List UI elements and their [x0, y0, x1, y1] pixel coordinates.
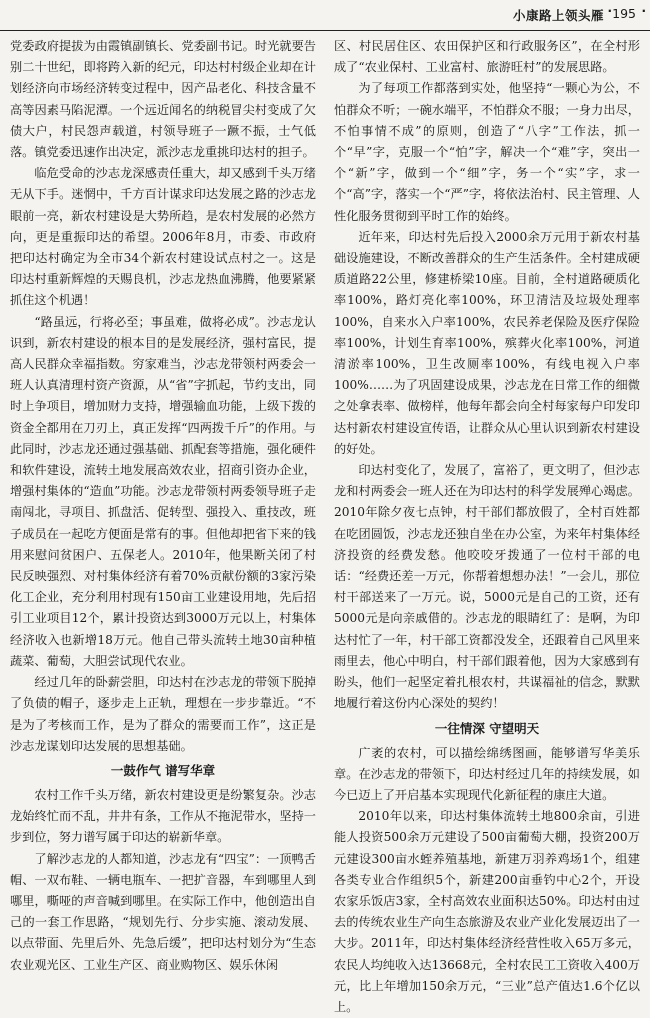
section-heading: 一鼓作气 谱写华章	[110, 762, 216, 778]
paragraph: 经过几年的卧薪尝胆，印达村在沙志龙的带领下脱掉了负债的帽子，逐步走上正轨，理想在一步步靠近。“不是为了考核而工作，是为了群众的需要而工作”，这正是沙志龙谋划印达发展的思想基础。	[10, 675, 316, 753]
paragraph: 2010年以来，印达村集体流转土地800余亩，引进能人投资500余万元建设了500亩葡萄大棚，投资200万元建设300亩水蛭养殖基地，新建万羽养鸡场1个，组建各类专业合作组织5个，新建200亩垂钓中心2个，开设农家乐饭店3家，全村高效农业面积达50%。印达村由过去的传统农业生产向生态旅游及农业产业化发展迈出了一大步。2011年，印达村集体经济经营性收入65万多元，农民人均纯收入达13668元，全村农民工工资收入400万元，比上年增加150余万元，“三业”总产值达1.6个亿以上。	[334, 809, 640, 1014]
page-number: 195	[612, 6, 636, 21]
running-title: 小康路上领头雁	[512, 8, 604, 23]
paragraph: 了解沙志龙的人都知道，沙志龙有“四宝”：一顶鸭舌帽、一双布鞋、一辆电瓶车、一把扩音器，车到哪里人到哪里，嘶哑的声音喊到哪里。在实际工作中，他创造出自己的一套工作思路，“规划先行、分步实施、滚动发展、以点带面、先里后外、先急后缓”，把印达村划分为“生态农业观光区、工业生产区、商业购物区、娱乐休闲	[10, 851, 316, 972]
page-header	[0, 0, 650, 31]
paragraph: 印达村变化了，发展了，富裕了，更文明了，但沙志龙和村两委会一班人还在为印达村的科学发展殚心竭虑。2010年除夕夜七点钟，村干部们都放假了，全村百姓都在吃团圆饭，沙志龙还独自坐在办公室，为来年村集体经济投资的经费发愁。他咬咬牙拨通了一位村干部的电话：“经费还差一万元，你帮着想想办法！”一会儿，那位村干部送来了一万元。说，5000元是自己的工资，还有5000元是向亲戚借的。沙志龙的眼睛红了：是啊，为印达村忙了一年，村干部工资都没发全，还跟着自己风里来雨里去，他心中明白，村干部们跟着他，因为大家感到有盼头，他们一起坚定着扎根农村，共谋福祉的信念，默默地履行着这份内心深处的契约！	[334, 463, 640, 711]
paragraph: 临危受命的沙志龙深感责任重大，却又感到千头万绪无从下手。迷惘中，千方百计谋求印达发展之路的沙志龙眼前一亮，新农村建设是大势所趋，是农村发展的必然方向，更是重振印达的希望。2006年8月，市委、市政府把印达村确定为全市34个新农村建设试点村之一。这是印达村重新辉煌的天赐良机，沙志龙热血沸腾，他要紧紧抓住这个机遇！	[10, 166, 316, 308]
right-column	[334, 36, 640, 1014]
section-heading: 一往情深 守望明天	[434, 720, 540, 736]
paragraph: 广袤的农村，可以描绘绵绣图画，能够谱写华美乐章。在沙志龙的带领下，印达村经过几年的持续发展，如今已迈上了开启基本实现现代化新征程的康庄大道。	[334, 745, 640, 802]
paragraph: 区、村民居住区、农田保护区和行政服务区”，在全村形成了“农业保村、工业富村、旅游旺村”的发展思路。	[334, 39, 640, 75]
bullet-trailing: ·	[641, 4, 646, 18]
paragraph: 农村工作千头万绪，新农村建设更是纷繁复杂。沙志龙始终忙而不乱，井井有条，工作从不拖泥带水，坚持一步到位，努力谱写属于印达的崭新华章。	[10, 787, 316, 845]
paragraph: 为了每项工作都落到实处，他坚持“一颗心为公，不怕群众不听；一碗水端平，不怕群众不服；一身力出尽，不怕事情不成”的原则，创造了“八字”工作法，抓一个“早”字，克服一个“怕”字，解决一个“难”字，突出一个“新”字，做到一个“细”字，务一个“实”字，求一个“高”字，落实一个“严”字，将依法治村、民主管理、人性化服务贯彻到平时工作的始终。	[334, 81, 640, 223]
paragraph: “路虽远，行将必至；事虽难，做将必成”。沙志龙认识到，新农村建设的根本目的是发展经济，强村富民，提高人民群众幸福指数。穷家难当，沙志龙带领村两委会一班人认真清理村资产资源，从“省”字抓起，节约支出，同时上争项目，增加财力支持，增强输血功能，上级下拨的资金全都用在刀刃上，真正发挥“四两拨千斤”的作用。与此同时，沙志龙还通过强基础、抓配套等措施，强化硬件和软件建设，流转土地发展高效农业，招商引资办企业，增强村集体的“造血”功能。沙志龙带领村两委领导班子走南闯北，寻项目、抓盘活、促转型、强投入、重技改，班子成员在一起吃方便面是常有的事。但他却把省下来的钱用来慰问贫困户、五保老人。2010年，他果断关闭了村民反映强烈、对村集体经济有着70%贡献份额的3家污染化工企业，充分利用村现有150亩工业建设用地，先后招引工业项目12个，累计投资达到3000万元以上，村集体经济收入也新增18万元。他自己带头流转土地30亩种植蔬菜、葡萄，大胆尝试现代农业。	[10, 314, 316, 668]
left-column	[10, 36, 316, 972]
paragraph: 近年来，印达村先后投入2000余万元用于新农村基础设施建设，不断改善群众的生产生活条件。全村建成硬质道路22公里，修建桥梁10座。目前，全村道路硬质化率100%，路灯亮化率100%，环卫清洁及垃圾处理率100%，自来水入户率100%，农民养老保险及医疗保险率100%，计划生育率100%，殡葬火化率100%，河道清淤率100%，卫生改厕率100%，有线电视入户率100%……为了巩固建设成果，沙志龙在日常工作的细微之处拿表率、做榜样，他每年都会向全村每家每户印发印达村新农村建设宣传语，让群众从心里认识到新农村建设的好处。	[334, 229, 640, 456]
paragraph: 党委政府提拔为由霞镇副镇长、党委副书记。时光就要告别二十世纪，即将跨入新的纪元，印达村村级企业却在计划经济向市场经济转变过程中，因产品老化、科技含量不高等因素马陷泥潭。一个远近闻名的纳税冒尖村变成了欠债大户，村民怨声载道，村领导班子一蹶不振，士气低落。镇党委迅速作出决定，派沙志龙重挑印达村的担子。	[10, 39, 316, 160]
bullet-separator: ·	[607, 4, 612, 18]
